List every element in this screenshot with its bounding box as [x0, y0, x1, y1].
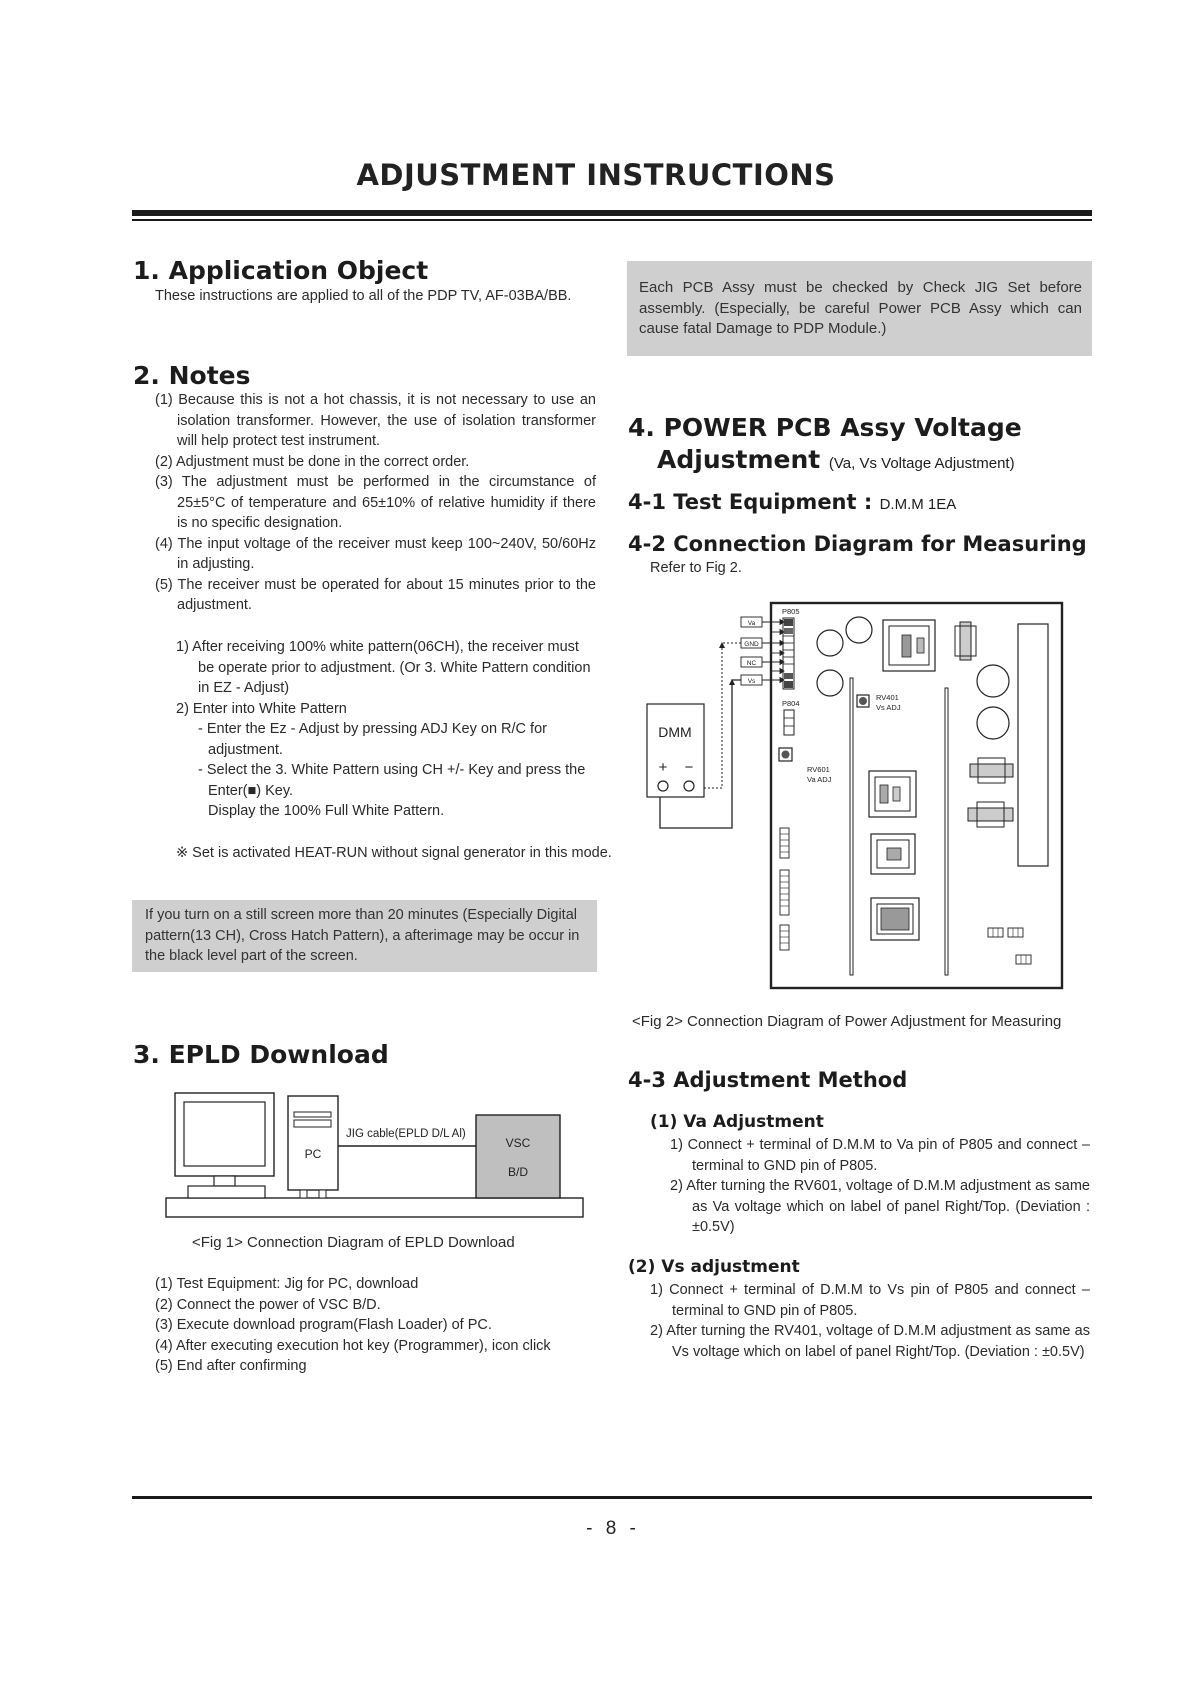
fig-1-caption: <Fig 1> Connection Diagram of EPLD Download — [192, 1234, 515, 1251]
vsc-label: VSC — [505, 1136, 531, 1150]
cable-label: JIG cable(EPLD D/L Al) — [346, 1128, 466, 1140]
epld-steps — [155, 1274, 605, 1377]
section-4-subtitle: (Va, Vs Voltage Adjustment) — [828, 455, 1015, 472]
fig-2-caption: <Fig 2> Connection Diagram of Power Adjustment for Measuring — [632, 1013, 1062, 1030]
pin-vs-label: Vs — [747, 678, 756, 685]
section-4-1-label: 4-1 Test Equipment : — [628, 490, 873, 514]
section-4-1-title — [628, 490, 956, 514]
epld-step: (2) Connect the power of VSC B/D. — [155, 1296, 381, 1313]
epld-step: (5) End after confirming — [155, 1358, 307, 1374]
dmm-label: DMM — [658, 724, 692, 740]
section-1-title: 1. Application Object — [133, 256, 429, 285]
heat-run-note: ※ Set is activated HEAT-RUN without signal generator in this mode. — [176, 845, 612, 861]
epld-diagram — [160, 1085, 600, 1225]
note-5: (5) The receiver must be operated for about 15 minutes prior to the adjustment. — [155, 576, 596, 613]
rv601-label: RV601 — [807, 765, 830, 774]
note-2: (2) Adjustment must be done in the correct order. — [155, 453, 470, 470]
page-number: - 8 - — [586, 1518, 640, 1539]
caution-box — [627, 261, 1092, 356]
pin-nc-label: NC — [746, 660, 757, 667]
bd-label: B/D — [507, 1165, 529, 1179]
header-rule-thin — [132, 219, 1092, 221]
page-title: ADJUSTMENT INSTRUCTIONS — [356, 158, 836, 192]
section-2-title: 2. Notes — [133, 361, 251, 390]
step-2c: Display the 100% Full White Pattern. — [208, 803, 445, 819]
section-4-title-line1: 4. POWER PCB Assy Voltage — [628, 413, 1022, 442]
table-shape — [166, 1198, 583, 1217]
header-rule — [132, 210, 1092, 216]
epld-step: (3) Execute download program(Flash Loader) of PC. — [155, 1317, 492, 1333]
footer-rule — [132, 1496, 1092, 1499]
caution-text: Each PCB Assy must be checked by Check JIG Set before assembly. (Especially, be careful Power PCB Assy which can cause fatal Damage to PDP Module.) — [639, 279, 1082, 337]
va-adjustment-title: (1) Va Adjustment — [650, 1112, 824, 1132]
notes-list — [155, 390, 596, 616]
va-steps — [670, 1135, 1090, 1238]
vsc-board — [476, 1115, 560, 1198]
power-pcb-diagram — [640, 598, 1070, 993]
step-2a: - Enter the Ez - Adjust by pressing ADJ Key on R/C for adjustment. — [198, 721, 547, 758]
warning-text: If you turn on a still screen more than 20 minutes (Especially Digital pattern(13 CH), Cross Hatch Pattern), a afterimage may be occur in the black level part of the screen. — [145, 907, 580, 964]
vs-step-2: 2) After turning the RV401, voltage of D.M.M adjustment as same as Vs voltage which on label of panel Right/Top. (Deviation : ±0.5V) — [650, 1323, 1090, 1360]
p804-connector — [784, 710, 794, 735]
section-4-title-word: Adjustment — [657, 445, 821, 474]
dmm-plus: + — [658, 759, 668, 776]
p804-label: P804 — [782, 699, 800, 708]
step-2b: - Select the 3. White Pattern using CH +/- Key and press the Enter(■) Key. — [198, 762, 586, 799]
note-4: (4) The input voltage of the receiver must keep 100~240V, 50/60Hz in adjusting. — [155, 535, 596, 572]
vs-adjustment-title: (2) Vs adjustment — [628, 1257, 800, 1277]
pin-va-label: Va — [747, 620, 756, 627]
p805-label: P805 — [782, 607, 800, 616]
note-1: (1) Because this is not a hot chassis, it is not necessary to use an isolation transformer. However, the use of isolation transformer will help protect test instrument. — [155, 392, 596, 449]
rv401-adj-label: Vs ADJ — [876, 703, 901, 712]
note-3: (3) The adjustment must be performed in the circumstance of 25±5°C of temperature and 65±10% of relative humidity if there is no specific designation. — [155, 474, 596, 531]
section-4-2-title: 4-2 Connection Diagram for Measuring — [628, 532, 1087, 556]
section-4-3-title: 4-3 Adjustment Method — [628, 1068, 908, 1092]
step-2: 2) Enter into White Pattern — [176, 700, 347, 717]
vs-steps — [650, 1280, 1090, 1362]
rv601-adj-label: Va ADJ — [807, 775, 832, 784]
section-3-title: 3. EPLD Download — [133, 1040, 389, 1069]
section-4-2-text: Refer to Fig 2. — [650, 560, 742, 576]
warning-box — [132, 900, 597, 972]
dmm-minus: − — [684, 759, 694, 776]
epld-step: (1) Test Equipment: Jig for PC, download — [155, 1276, 419, 1292]
vs-step-1: 1) Connect + terminal of D.M.M to Vs pin of P805 and connect – terminal to GND pin of P805. — [650, 1282, 1090, 1319]
note-5-steps — [176, 637, 596, 822]
section-4-title-line2 — [657, 445, 1015, 474]
va-step-1: 1) Connect + terminal of D.M.M to Va pin of P805 and connect – terminal to GND pin of P805. — [670, 1137, 1090, 1174]
section-4-title — [628, 413, 1022, 442]
step-1: 1) After receiving 100% white pattern(06CH), the receiver must be operate prior to adjustment. (Or 3. White Pattern condition in EZ - Adjust) — [176, 639, 591, 696]
pc-tower-icon — [288, 1096, 338, 1190]
dmm-meter — [647, 704, 704, 797]
va-step-2: 2) After turning the RV601, voltage of D.M.M adjustment as same as Va voltage which on label of panel Right/Top. (Deviation : ±0.5V) — [670, 1178, 1090, 1235]
epld-step: (4) After executing execution hot key (Programmer), icon click — [155, 1337, 551, 1354]
section-1-text: These instructions are applied to all of the PDP TV, AF-03BA/BB. — [155, 288, 572, 304]
test-equipment-value: D.M.M 1EA — [879, 496, 957, 513]
pin-gnd-label: GND — [744, 641, 759, 648]
pc-label: PC — [304, 1147, 322, 1161]
rv401-label: RV401 — [876, 693, 899, 702]
